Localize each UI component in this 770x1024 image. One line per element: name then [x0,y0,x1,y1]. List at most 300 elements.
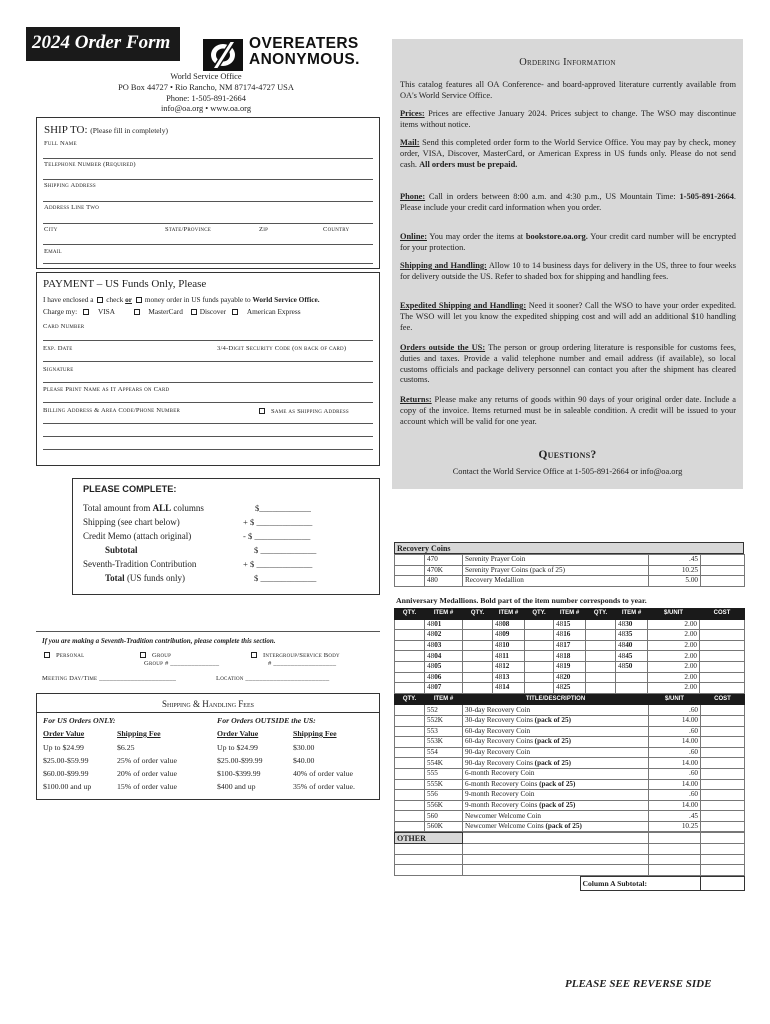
other-row [395,854,745,865]
qty-cell[interactable] [463,651,493,662]
item-number [425,683,463,694]
ship-to-title: SHIP TO: [44,124,88,136]
qty-cell[interactable] [463,661,493,672]
table-row [395,651,745,662]
qty-cell[interactable] [395,661,425,672]
item-number [493,672,525,683]
table-row [395,630,745,641]
seventh-tradition-label: Seventh-Tradition Contribution [83,559,197,569]
item-year: 03 [434,641,442,650]
title-text: 9-month Recovery Coins [465,800,540,809]
item-number: 553K [425,737,463,748]
form-title: 2024 Order Form [26,27,180,61]
signature-field[interactable] [43,382,373,383]
bookstore-link[interactable]: bookstore.oa.org. [525,232,588,241]
qty-cell[interactable] [586,672,616,683]
item-year: 30 [625,619,633,628]
logo-line1: OVEREATERS [249,35,359,52]
table-row [395,811,745,822]
qty-cell[interactable] [395,737,425,748]
card-number-field[interactable] [43,340,373,341]
col-qty: QTY. [463,609,493,620]
shipping-address-label: Shipping Address [44,182,96,189]
cost-cell[interactable] [700,683,745,694]
billing-field-3[interactable] [43,449,373,450]
qty-cell[interactable] [463,619,493,630]
expedited-paragraph [400,301,736,333]
item-prefix: 48 [495,651,503,660]
unit-price: 2.00 [648,619,700,630]
other-cost-cell[interactable] [701,854,745,865]
seventh-tradition-section [36,631,380,686]
other-table [394,832,745,875]
qty-cell[interactable] [525,651,554,662]
item-number: 560K [425,821,463,832]
table-row [395,619,745,630]
qty-cell[interactable] [463,672,493,683]
title-text: 6-month Recovery Coin [465,769,535,778]
total-label-b: ALL [152,503,172,513]
item-prefix: 48 [427,683,435,692]
item-year: 12 [502,662,510,671]
item-prefix: 48 [427,651,435,660]
item-number [554,651,586,662]
title-text: 9-month Recovery Coin [465,790,535,799]
visa-checkbox[interactable] [83,309,89,315]
item-year: 09 [502,630,510,639]
qty-cell[interactable] [586,683,616,694]
signature-label: Signature [43,366,74,373]
table-row [395,683,745,694]
billing-field-1[interactable] [43,423,373,424]
other-cost-cell[interactable] [701,844,745,855]
item-prefix: 48 [427,662,435,671]
ordering-info-heading: Ordering Information [519,57,616,68]
item-number: 470K [425,565,463,576]
col-qty: QTY. [525,609,554,620]
item-year: 04 [434,651,442,660]
intergroup-label: Intergroup/Service Body [263,652,340,659]
item-title [463,800,649,811]
online-heading: Online: [400,232,427,241]
pack-note: (pack of 25) [534,737,572,746]
anniversary-heading: Anniversary Medallions. Bold part of the item number corresponds to year. [396,596,647,605]
item-prefix: 48 [495,619,503,628]
item-year: 14 [502,683,510,692]
item-prefix: 48 [495,672,503,681]
item-number [425,672,463,683]
intergroup-checkbox[interactable] [251,652,257,658]
cost-cell[interactable] [701,737,745,748]
other-cost-cell[interactable] [701,833,745,844]
item-title [463,715,649,726]
item-prefix: 48 [556,672,564,681]
address2-label: Address Line Two [44,204,100,211]
us-fee-value: $100.00 and up [43,782,92,791]
discover-label: Discover [199,307,227,316]
item-number: 553 [425,726,463,737]
cost-cell[interactable] [701,800,745,811]
qty-cell[interactable] [395,811,425,822]
item-number: 554K [425,758,463,769]
money-order-checkbox[interactable] [136,297,142,303]
item-number [616,619,648,630]
qty-cell[interactable] [395,640,425,651]
country-label: Country [323,226,350,233]
billing-field-2[interactable] [43,436,373,437]
exp-date-field[interactable] [43,361,373,362]
qty-cell[interactable] [525,683,554,694]
unit-price: 14.00 [649,800,701,811]
us-fee-amount: 25% of order value [117,756,177,765]
qty-cell[interactable] [395,747,425,758]
group-number-field[interactable]: Group # ______________ [144,660,220,667]
item-year: 02 [434,630,442,639]
item-prefix: 48 [618,630,626,639]
other-desc-cell[interactable] [463,854,649,865]
out-fee-value: $25.00-$99.99 [217,756,263,765]
oa-logo-icon [203,39,243,71]
qty-cell[interactable] [586,640,616,651]
outside-orders-title: For Orders OUTSIDE the US: [217,716,316,725]
other-blank[interactable] [395,844,463,855]
unit-price: 2.00 [648,630,700,641]
table-row [395,790,745,801]
cost-cell[interactable] [701,779,745,790]
qty-cell[interactable] [586,651,616,662]
qty-cell[interactable] [395,726,425,737]
discover-checkbox[interactable] [191,309,197,315]
table-row [395,672,745,683]
intro-paragraph: This catalog features all OA Conference- and board-approved literature currently available from OA's World Service Office. [400,80,736,100]
table-row [395,555,745,566]
qty-cell[interactable] [395,683,425,694]
city-state-field[interactable] [43,244,373,245]
col-cost: COST [701,694,745,705]
title-text: 6-month Recovery Coins [465,779,540,788]
table-row [395,737,745,748]
col-cost: COST [700,609,745,620]
total-label-a: Total amount from [83,503,153,513]
us-fee-amount: $6.25 [117,743,135,752]
shipping-address-field[interactable] [43,201,373,202]
item-year: 07 [434,683,442,692]
prices-paragraph [400,109,736,131]
item-title [463,747,649,758]
cost-cell[interactable] [700,619,745,630]
qty-cell[interactable] [395,821,425,832]
group-option [138,650,171,659]
exp-date-label: Exp. Date [43,345,73,352]
qty-cell[interactable] [395,779,425,790]
item-number: 554 [425,747,463,758]
online-text2: Your credit card number will be encrypted for your protection. [400,232,736,252]
item-number: 470 [425,555,463,566]
other-blank[interactable] [395,854,463,865]
table-row [395,821,745,832]
other-unit-cell[interactable] [649,865,701,876]
same-as-checkbox[interactable] [259,408,265,414]
unit-price: 5.00 [649,576,701,587]
qty-cell[interactable] [395,555,425,566]
amex-checkbox[interactable] [232,309,238,315]
full-name-field[interactable] [43,158,373,159]
column-a-subtotal-field[interactable] [700,876,744,890]
other-cost-cell[interactable] [701,865,745,876]
qty-cell[interactable] [395,800,425,811]
cost-cell[interactable] [701,726,745,737]
telephone-field[interactable] [43,179,373,180]
cost-cell[interactable] [701,790,745,801]
us-fee-amount: 20% of order value [117,769,177,778]
us-fee-value: $60.00-$99.99 [43,769,89,778]
mail-paragraph [400,138,736,170]
item-number [493,683,525,694]
col-unit: $/UNIT [649,694,701,705]
qty-cell[interactable] [463,640,493,651]
item-year: 11 [502,651,509,660]
item-number [616,661,648,672]
cost-cell[interactable] [701,565,745,576]
col-item: ITEM # [425,694,463,705]
qty-cell[interactable] [586,619,616,630]
contribution-field[interactable]: + $ _____________ [243,559,313,569]
wso-line3: Phone: 1-505-891-2664 [166,93,246,103]
shipping-fees-section [36,693,380,800]
title-text: Newcomer Welcome Coin [465,811,541,820]
item-number [616,672,648,683]
cost-cell[interactable] [701,555,745,566]
qty-cell[interactable] [463,683,493,694]
other-desc-cell[interactable] [463,865,649,876]
other-blank[interactable] [395,865,463,876]
expedited-heading: Expedited Shipping and Handling: [400,301,527,310]
cost-cell[interactable] [701,811,745,822]
unit-price: 2.00 [648,661,700,672]
unit-price: .45 [649,811,701,822]
pack-note: (pack of 25) [534,758,572,767]
item-number: 552K [425,715,463,726]
unit-price: 2.00 [648,683,700,694]
city-label: City [44,226,58,233]
reverse-side-note: PLEASE SEE REVERSE SIDE [565,978,712,990]
item-year: 25 [563,683,571,692]
col-qty: QTY. [395,609,425,620]
same-as-shipping [257,406,349,415]
coins-table [394,694,745,833]
qty-cell[interactable] [463,630,493,641]
card-number-label: Card Number [43,323,85,330]
visa-label: VISA [97,307,115,316]
qty-cell[interactable] [395,768,425,779]
coins-header-row [395,694,745,705]
item-year: 20 [563,672,571,681]
shipping-fees-heading: Shipping & Handling Fees [37,699,379,713]
wso-line1: World Service Office [170,72,242,81]
unit-price: .60 [649,768,701,779]
table-row [395,747,745,758]
qty-cell[interactable] [525,640,554,651]
item-prefix: 48 [556,630,564,639]
qty-cell[interactable] [395,576,425,587]
item-title [463,726,649,737]
total-amount-field[interactable]: $____________ [255,503,311,513]
qty-cell[interactable] [586,630,616,641]
online-paragraph [400,232,736,254]
qty-cell[interactable] [525,672,554,683]
personal-label: Personal [56,652,85,659]
item-number [493,640,525,651]
unit-price: 2.00 [648,672,700,683]
other-desc-cell[interactable] [463,844,649,855]
intergroup-number-field[interactable]: # __________________ [268,660,337,667]
check-label: check [106,295,124,304]
subtotal-label: Subtotal [105,545,138,555]
item-year: 01 [434,619,442,628]
qty-cell[interactable] [395,790,425,801]
item-prefix: 48 [427,619,435,628]
item-title [463,779,649,790]
item-year: 06 [434,672,442,681]
item-year: 08 [502,619,510,628]
qty-cell[interactable] [525,661,554,672]
item-prefix: 48 [495,630,503,639]
email-field[interactable] [43,263,373,264]
qty-cell[interactable] [395,715,425,726]
group-checkbox[interactable] [140,652,146,658]
qty-cell[interactable] [395,565,425,576]
qty-cell[interactable] [586,661,616,672]
cost-cell[interactable] [701,768,745,779]
table-row [395,565,745,576]
personal-checkbox[interactable] [44,652,50,658]
shipping-label: Shipping (see chart below) [83,517,180,527]
qty-cell[interactable] [525,619,554,630]
table-row [395,758,745,769]
title-text: 60-day Recovery Coins [465,737,535,746]
item-number [425,661,463,672]
other-unit-cell[interactable] [649,854,701,865]
unit-price: .60 [649,747,701,758]
col-item: ITEM # [554,609,586,620]
location-field[interactable]: Location ________________________ [216,675,330,682]
meeting-field[interactable]: Meeting Day/Time ______________________ [42,675,177,682]
item-title: Recovery Medallion [463,576,649,587]
ship-to-section [36,117,380,269]
print-name-field[interactable] [43,402,373,403]
cost-cell[interactable] [701,715,745,726]
us-orders-title: For US Orders ONLY: [43,716,116,725]
item-year: 16 [563,630,571,639]
cost-cell[interactable] [701,747,745,758]
title-text: 90-day Recovery Coin [465,748,531,757]
cost-cell[interactable] [701,821,745,832]
cost-cell[interactable] [700,672,745,683]
us-fee-header: Shipping Fee [117,729,161,738]
out-fee-amount: $30.00 [293,743,315,752]
credit-memo-field[interactable]: - $ _____________ [243,531,311,541]
phone-text: Call in orders between 8:00 a.m. and 4:30 p.m., US Mountain Time: [425,192,680,201]
item-number [493,651,525,662]
mastercard-label: MasterCard [148,307,183,316]
qty-cell[interactable] [525,630,554,641]
mastercard-checkbox[interactable] [134,309,140,315]
item-prefix: 48 [556,619,564,628]
item-number [616,640,648,651]
unit-price: .60 [649,726,701,737]
item-prefix: 48 [427,630,435,639]
payment-section [36,272,380,466]
cost-cell[interactable] [701,758,745,769]
cost-cell[interactable] [701,576,745,587]
ship-to-note: (Please fill in completely) [90,126,168,135]
qty-cell[interactable] [395,758,425,769]
billing-label: Billing Address & Area Code/Phone Number [43,407,180,414]
us-fee-amount: 15% of order value [117,782,177,791]
item-prefix: 48 [556,662,564,671]
address2-field[interactable] [43,223,373,224]
cost-cell[interactable] [700,630,745,641]
qty-cell[interactable] [395,672,425,683]
check-checkbox[interactable] [97,297,103,303]
table-row [395,715,745,726]
qty-cell[interactable] [395,619,425,630]
table-row [395,779,745,790]
col-unit: $/UNIT [648,609,700,620]
subtotal-field[interactable]: $ _____________ [254,545,317,555]
item-number [616,683,648,694]
item-title [463,737,649,748]
intergroup-option [249,650,340,659]
item-number: 556K [425,800,463,811]
qty-cell[interactable] [395,705,425,716]
telephone-label: Telephone Number (Required) [44,161,136,168]
phone-text2: . Please include your credit card information when you order. [400,192,736,212]
other-unit-cell[interactable] [649,833,701,844]
item-prefix: 48 [556,641,564,650]
other-unit-cell[interactable] [649,844,701,855]
subtotal-table [394,876,745,891]
unit-price: 2.00 [648,651,700,662]
item-prefix: 48 [495,641,503,650]
qty-cell[interactable] [395,651,425,662]
item-prefix: 48 [618,651,626,660]
item-number: 552 [425,705,463,716]
cost-cell[interactable] [700,661,745,672]
prices-heading: Prices: [400,109,425,118]
full-name-label: Full Name [44,140,77,147]
out-fee-value: $400 and up [217,782,256,791]
item-year: 15 [563,619,571,628]
grand-total-field[interactable]: $ _____________ [254,573,317,583]
grand-total-note: (US funds only) [124,573,185,583]
unit-price: .60 [649,705,701,716]
questions-contact: Contact the World Service Office at 1-505-891-2664 or info@oa.org [452,467,683,476]
print-name-label: Please Print Name as It Appears on Card [43,386,170,393]
item-number: 555K [425,779,463,790]
same-as-label: Same as Shipping Address [271,408,349,415]
qty-cell[interactable] [395,630,425,641]
unit-price: 14.00 [649,737,701,748]
cost-cell[interactable] [700,651,745,662]
email-label: Email [44,248,62,255]
shipping-amount-field[interactable]: + $ _____________ [243,517,313,527]
cost-cell[interactable] [701,705,745,716]
cost-cell[interactable] [700,640,745,651]
item-number [425,651,463,662]
other-desc-cell[interactable] [463,833,649,844]
outside-us-paragraph [400,343,736,386]
